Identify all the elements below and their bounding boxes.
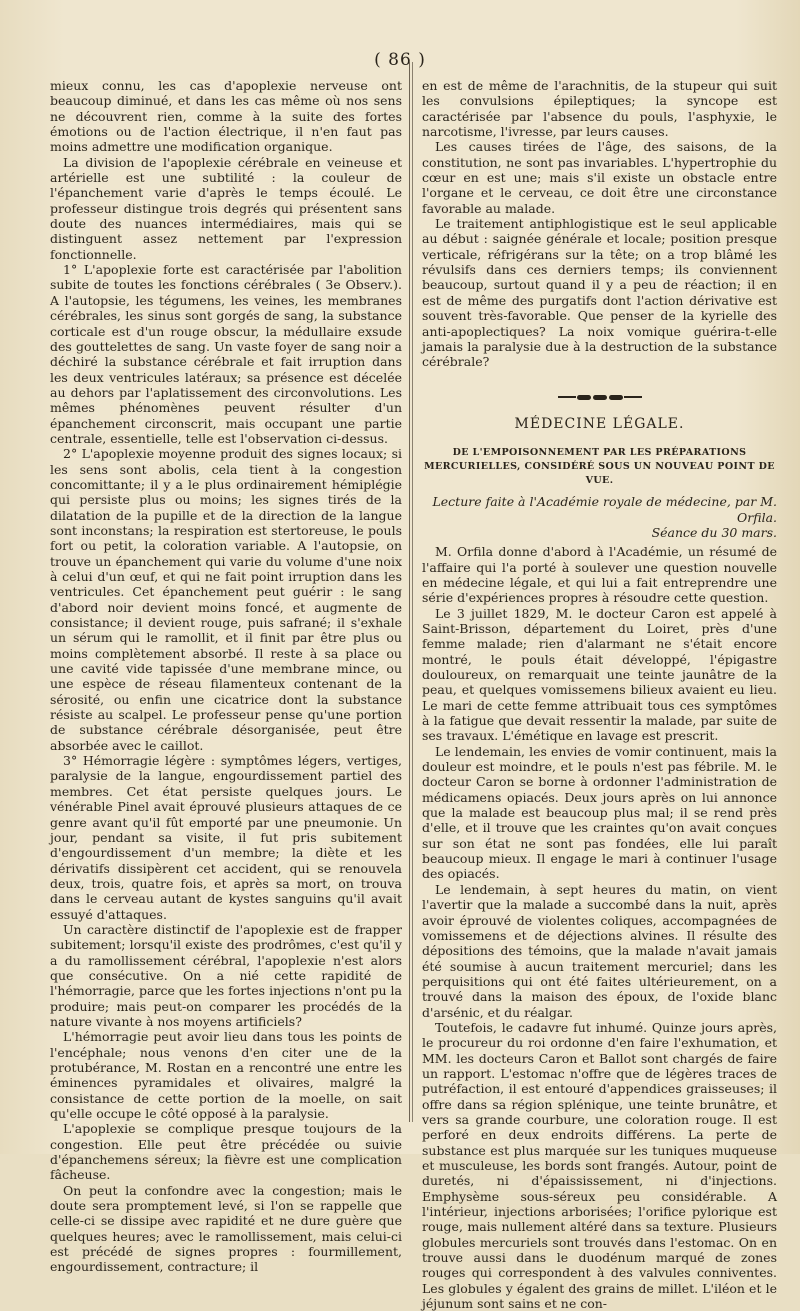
paragraph: Le lendemain, les envies de vomir continuent, mais la douleur est moindre, et le pouls n'est pas fébrile. M. le docteur Caron se borne à ordonner l'administration de médicamens opiacés. Deux jours après on lui annonce que la malade est beaucoup plus mal; il se rend près d'elle, et il trouve que les craintes qu'on avait conçues sur son état ne sont pas fondées, elle lui paraît beaucoup mieux. Il engage le mari à continuer l'usage des opiacés. [422, 743, 777, 882]
paragraph: L'hémorragie peut avoir lieu dans tous les points de l'encéphale; nous venons d'en citer une de la protubérance, M. Rostan en a rencontré une entre les éminences pyramidales et olivaires, malgré la consistance de cette portion de la moelle, on sait qu'elle occupe le côté opposé à la paralysie. [50, 1029, 402, 1122]
column-divider [409, 62, 410, 1122]
paragraph: 2° L'apoplexie moyenne produit des signes locaux; si les sens sont abolis, cela tient à la congestion concomittante; il y a le plus ordinairement hémiplégie qui persiste plus ou moins; les signes tirés de la dilatation de la pupille et de la direction de la langue sont inconstans; la respiration est stertoreuse, le pouls fort ou petit, la coloration variable. A l'autopsie, on trouve un épanchement qui varie du volume d'une noix à celui d'un œuf, et qui ne fait point irruption dans les ventricules. Cet épanchement peut guérir : le sang d'abord noir devient moins foncé, et augmente de consistance; il devient rouge, puis safrané; il s'exhale un sérum qui le ramollit, et il finit par être plus ou moins complètement absorbé. Il reste à sa place ou une cavité vide tapissée d'une membrane mince, ou une espèce de réseau filamenteux contenant de la sérosité, ou enfin une cicatrice dont la substance résiste au scalpel. Le professeur pense qu'une portion de substance cérébrale désorganisée, peut être absorbée avec le caillot. [50, 446, 402, 753]
section-title: MÉDECINE LÉGALE. [514, 415, 685, 432]
right-column [422, 78, 777, 1311]
page-number: ( 86 ) [374, 50, 426, 70]
paragraph: Toutefois, le cadavre fut inhumé. Quinze jours après, le procureur du roi ordonne d'en faire l'exhumation, et MM. les docteurs Caron et Ballot sont chargés de faire un rapport. L'estomac n'offre que de légères traces de putréfaction, il est entouré d'appendices graisseuses; il offre dans sa région splénique, une teinte brunâtre, et vers sa grande courbure, une coloration rouge. Il est perforé en deux endroits différens. La perte de substance est plus marquée sur les tuniques muqueuse et musculeuse, les bords sont frangés. Autour, point de duretés, ni d'épaississement, ni d'injections. Emphysème sous-séreux peu considérable. A l'intérieur, injections arborisées; l'orifice pylorique est rouge, mais nullement altéré dans sa texture. Plusieurs globules mercuriels sont trouvés dans l'estomac. On en trouve aussi dans le duodénum marqué de zones rouges qui correspondent à des valvules conniventes. Les globules y égalent des grains de millet. L'iléon et le jéjunum sont sains et ne con- [422, 1019, 777, 1311]
paragraph: en est de même de l'arachnitis, de la stupeur qui suit les convulsions épileptiques; la syncope est caractérisée par l'absence du pouls, l'asphyxie, le narcotisme, l'ivresse, par leurs causes. [422, 78, 777, 140]
paragraph: 1° L'apoplexie forte est caractérisée par l'abolition subite de toutes les fonctions cérébrales ( 3e Observ.). A l'autopsie, les tégumens, les veines, les membranes cérébrales, les sinus sont gorgés de sang, la substance corticale est d'un rouge obscur, la médullaire exsude des gouttelettes de sang. Un vaste foyer de sang noir a déchiré la substance cérébrale et fait irruption dans les deux ventricules latéraux; sa présence est décelée au dehors par l'aplatissement des circonvolutions. Les mêmes phénomènes peuvent résulter d'un épanchement circonscrit, mais occupant une partie centrale, essentielle, telle est l'observation ci-dessus. [50, 262, 402, 446]
paragraph: L'apoplexie se complique presque toujours de la congestion. Elle peut être précédée ou suivie d'épanchemens séreux; la fièvre est une complication fâcheuse. [50, 1121, 402, 1183]
paragraph: M. Orfila donne d'abord à l'Académie, un résumé de l'affaire qui l'a porté à soulever une question nouvelle en médecine légale, et qui lui a fait entreprendre une série d'expériences propres à résoudre cette question. [422, 544, 777, 606]
paragraph: Le traitement antiphlogistique est le seul applicable au début : saignée générale et locale; position presque verticale, réfrigérans sur la tête; on a trop blâmé les révulsifs dans ces derniers temps; ils conviennent beaucoup, surtout quand il y a peu de réaction; il en est de même des purgatifs dont l'action dérivative est souvent très-favorable. Que penser de la kyrielle des anti-apoplectiques? La noix vomique guérira-t-elle jamais la paralysie due à la destruction de la substance cérébrale? [422, 216, 777, 370]
paragraph: Le lendemain, à sept heures du matin, on vient l'avertir que la malade a succombé dans la nuit, après avoir éprouvé de violentes coliques, accompagnées de vomissemens et de déjections alvines. Il résulte des dépositions des témoins, que la malade n'avait jamais été soumise à aucun traitement mercuriel; dans les perquisitions qui ont été faites ultérieurement, on a trouvé dans la maison des époux, de l'oxide blanc d'arsénic, et du réalgar. [422, 881, 777, 1020]
column-divider-inner [412, 62, 413, 1122]
paragraph: Les causes tirées de l'âge, des saisons, de la constitution, ne sont pas invariables. L'hypertrophie du cœur en est une; mais s'il existe un obstacle entre l'organe et le cerveau, ce doit être une circonstance favorable au malade. [422, 139, 777, 216]
paragraph: Le 3 juillet 1829, M. le docteur Caron est appelé à Saint-Brisson, département du Loiret, près d'une femme malade; rien d'alarmant ne s'était encore montré, le pouls était développé, l'épigastre douloureux, on remarquait une teinte jaunâtre de la peau, et quelques vomissemens bilieux avaient eu lieu. Le mari de cette femme attribuait tous ces symptômes à la fatigue que devait ressentir la malade, par suite de ses travaux. L'émétique en lavage est prescrit. [422, 605, 777, 744]
paragraph: La division de l'apoplexie cérébrale en veineuse et artérielle est une subtilité : la couleur de l'épanchement varie d'après le temps écoulé. Le professeur distingue trois degrés qui présentent sans doute des nuances intermédiaires, mais qui se distinguent assez nettement par l'expression fonctionnelle. [50, 154, 402, 262]
lecture-note [422, 494, 777, 540]
lecture-date: Séance du 30 mars. [651, 524, 777, 540]
lecture-line: Lecture faite à l'Académie royale de médecine, par M. Orfila. [432, 494, 777, 525]
paragraph: 3° Hémorragie légère : symptômes légers, vertiges, paralysie de la langue, engourdissement partiel des membres. Cet état persiste quelques jours. Le vénérable Pinel avait éprouvé plusieurs attaques de ce genre avant qu'il fût emporté par une pneumonie. Un jour, pendant sa visite, il fut pris subitement d'engourdissement d'un membre; la diète et les dérivatifs dissipèrent cet accident, qui se renouvela deux, trois, quatre fois, et après sa mort, on trouva dans le cerveau autant de kystes sanguins qu'il avait essuyé d'attaques. [50, 753, 402, 922]
paragraph: On peut la confondre avec la congestion; mais le doute sera promptement levé, si l'on se rappelle que celle-ci se dissipe avec rapidité et ne dure guère que quelques heures; avec le ramollissement, mais celui-ci est précédé de signes propres : fourmillement, engourdissement, contracture; il [50, 1182, 402, 1275]
ornament-divider [422, 390, 777, 405]
paragraph: mieux connu, les cas d'apoplexie nerveuse ont beaucoup diminué, et dans les cas même où nos sens ne découvrent rien, comme à la suite des fortes émotions ou de l'action électrique, il n'en faut pas moins admettre une modification organique. [50, 78, 402, 155]
section-subtitle: DE L'EMPOISONNEMENT PAR LES PRÉPARATIONS MERCURIELLES, CONSIDÉRÉ SOUS UN NOUVEAU POINT DE VUE. [424, 447, 775, 487]
left-column [50, 78, 402, 1275]
paragraph: Un caractère distinctif de l'apoplexie est de frapper subitement; lorsqu'il existe des prodrômes, c'est qu'il y a du ramollissement cérébral, l'apoplexie n'est alors que consécutive. On a nié cette rapidité de l'hémorragie, parce que les fortes injections n'ont pu la produire; mais peut-on comparer les procédés de la nature vivante à nos moyens artificiels? [50, 921, 402, 1029]
